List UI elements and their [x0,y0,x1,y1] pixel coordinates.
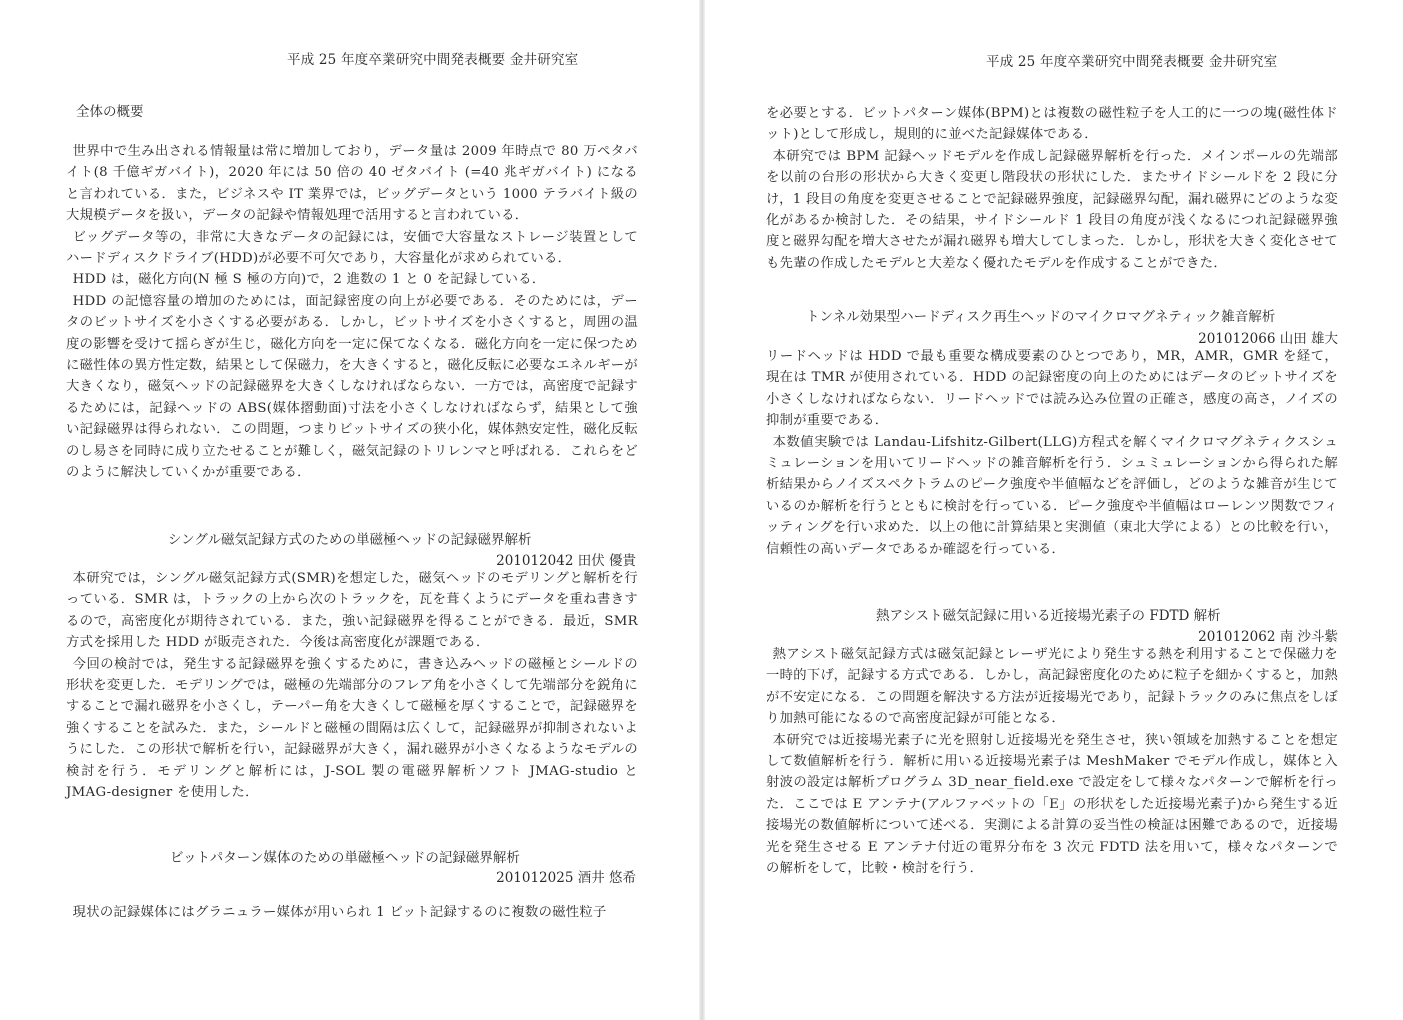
section-author: 201012042 田伏 優貴 [496,553,636,569]
paragraph: 本研究では BPM 記録ヘッドモデルを作成し記録磁界解析を行った．メインポールの先端部を以前の台形の形状から大きく変更し階段状の形状にした．またサイドシールドを 2 段に分け，1 段目の角度を変更させることで記録磁界強度，記録磁界勾配，漏れ磁界にどのような変化があるか検討した．その結果，サイドシールド 1 段目の角度が浅くなるにつれ記録磁界強度と磁界勾配を増大させたが漏れ磁界も増大してしまった．しかし，形状を大きく変化させても先輩の作成したモデルと大差なく優れたモデルを作成することができた． [766,148,1338,271]
paragraph: 熱アシスト磁気記録方式は磁気記録とレーザ光により発生する熱を利用することで保磁力を一時的下げ，記録する方式である．しかし，高記録密度化のために粒子を細かくすると，加熱が不安定になる．この問題を解決する方法が近接場光であり，記録トラックのみに焦点をしぼり加熱可能になるので高密度記録が可能となる． [766,647,1338,727]
section-author: 201012062 南 沙斗紫 [1198,629,1338,645]
section-title: 熱アシスト磁気記録に用いる近接場光素子の FDTD 解析 [876,608,1221,624]
overview-label: 全体の概要 [76,104,144,120]
section-body [66,902,646,923]
paragraph: 本数値実験では Landau-Lifshitz-Gilbert(LLG)方程式を解くマイクロマグネティクスシュミュレーションを用いてリードヘッドの雑音解析を行う．シュミュレーションから得られた解析結果からノイズスペクトラムのピーク強度や半値幅などを評価し，どのような雑音が生じているのか解析を行うとともに検討を行っている．ピーク強度や半値幅はローレンツ関数でフィッティングを行い求めた．以上の他に計算結果と実測値（東北大学による）との比較を行い，信頼性の高いデータであるか確認を行っている． [766,434,1338,557]
paragraph: HDD は，磁化方向(N 極 S 極の方向)で，2 進数の 1 と 0 を記録している． [72,272,546,288]
paragraph: を必要とする．ビットパターン媒体(BPM)とは複数の磁性粒子を人工的に一つの塊(磁性体ドット)として形成し，規則的に並べた記録媒体である． [766,106,1338,143]
section-body [766,644,1338,879]
paragraph: HDD の記憶容量の増加のためには，面記録密度の向上が必要である．そのためには，データのビットサイズを小さくする必要がある．しかし，ビットサイズを小さくすると，周囲の温度の影響を受けて揺らぎが生じ，磁化方向を一定に保てなくなる．磁化方向を一定に保つために磁性体の異方性定数，結果として保磁力，を大きくすると，磁化反転に必要なエネルギーが大きくなり，磁気ヘッドの記録磁界を大きくしなければならない．一方では，高密度で記録するためには，記録ヘッドの ABS(媒体摺動面)寸法を小さくしなければならず，結果として強い記録磁界は得られない．この問題，つまりビットサイズの狭小化，媒体熱安定性，磁化反転のし易さを同時に成り立たせることが難しく，磁気記録のトリレンマと呼ばれる．これらをどのように解決していくかが重要である． [66,293,638,481]
right-page [703,0,1403,1020]
paragraph: 本研究では，シングル磁気記録方式(SMR)を想定した，磁気ヘッドのモデリングと解析を行っている．SMR は，トラックの上から次のトラックを，瓦を葺くようにデータを重ね書きするので，高密度化が期待されている．また，強い記録磁界を得ることができる．最近，SMR 方式を採用した HDD が販売された．今後は高密度化が課題である． [66,571,638,651]
section-body [766,346,1338,560]
section-author: 201012025 酒井 悠希 [496,870,636,886]
continuation-body [766,103,1338,274]
page-header: 平成 25 年度卒業研究中間発表概要 金井研究室 [986,54,1278,70]
section-title: トンネル効果型ハードディスク再生ヘッドのマイクロマグネティック雑音解析 [806,309,1276,325]
page-header: 平成 25 年度卒業研究中間発表概要 金井研究室 [287,52,579,68]
paragraph: 現状の記録媒体にはグラニュラー媒体が用いられ 1 ビット記録するのに複数の磁性粒子 [72,905,607,920]
section-title: シングル磁気記録方式のための単磁極ヘッドの記録磁界解析 [168,532,532,548]
paragraph: 今回の検討では，発生する記録磁界を強くするために，書き込みヘッドの磁極とシールドの形状を変更した．モデリングでは，磁極の先端部分のフレア角を小さくして先端部分を鋭角にすることで漏れ磁界を小さくし，テーパー角を大きくして磁極を厚くすることで，記録磁界を強くすることを試みた．また，シールドと磁極の間隔は広くして，記録磁界が抑制されないようにした．この形状で解析を行い，記録磁界が大きく，漏れ磁界が小さくなるようなモデルの検討を行う．モデリングと解析には，J-SOL 製の電磁界解析ソフト JMAG-studio と JMAG-designer を使用した． [66,656,638,801]
section-title: ビットパターン媒体のための単磁極ヘッドの記録磁界解析 [170,850,520,866]
section-author: 201012066 山田 雄大 [1198,331,1338,347]
section-body [66,568,638,803]
paragraph: 世界中で生み出される情報量は常に増加しており，データ量は 2009 年時点で 80 万ペタバイト(8 千億ギガバイト)，2020 年には 50 倍の 40 ゼタバイト (=40 兆ギガバイト) になると言われている．また，ビジネスや IT 業界では，ビッグデータという 1000 テラバイト級の大規模データを扱い，データの記録や情報処理で活用すると言われている． [66,144,638,224]
left-page [0,0,700,1020]
paragraph: 本研究では近接場光素子に光を照射し近接場光を発生させ，狭い領域を加熱することを想定して数値解析を行う．解析に用いる近接場光素子は MeshMaker でモデル作成し，媒体と入射波の設定は解析プログラム 3D_near_field.exe で設定をして様々なパターンで解析を行った．ここでは E アンテナ(アルファベットの「E」の形状をした近接場光素子)から発生する近接場光の数値解析について述べる．実測による計算の妥当性の検証は困難であるので，近接場光を発生させる E アンテナ付近の電界分布を 3 次元 FDTD 法を用いて，様々なパターンでの解析をして，比較・検討を行う． [766,732,1338,877]
paragraph: ビッグデータ等の，非常に大きなデータの記録には，安価で大容量なストレージ装置としてハードディスクドライブ(HDD)が必要不可欠であり，大容量化が求められている． [66,229,638,267]
paragraph: リードヘッドは HDD で最も重要な構成要素のひとつであり，MR，AMR，GMR を経て，現在は TMR が使用されている．HDD の記録密度の向上のためにはデータのビットサイズを小さくしなければならない．リードヘッドでは読み込み位置の正確さ，感度の高さ，ノイズの抑制が重要である． [766,349,1338,429]
overview-body [66,141,638,484]
